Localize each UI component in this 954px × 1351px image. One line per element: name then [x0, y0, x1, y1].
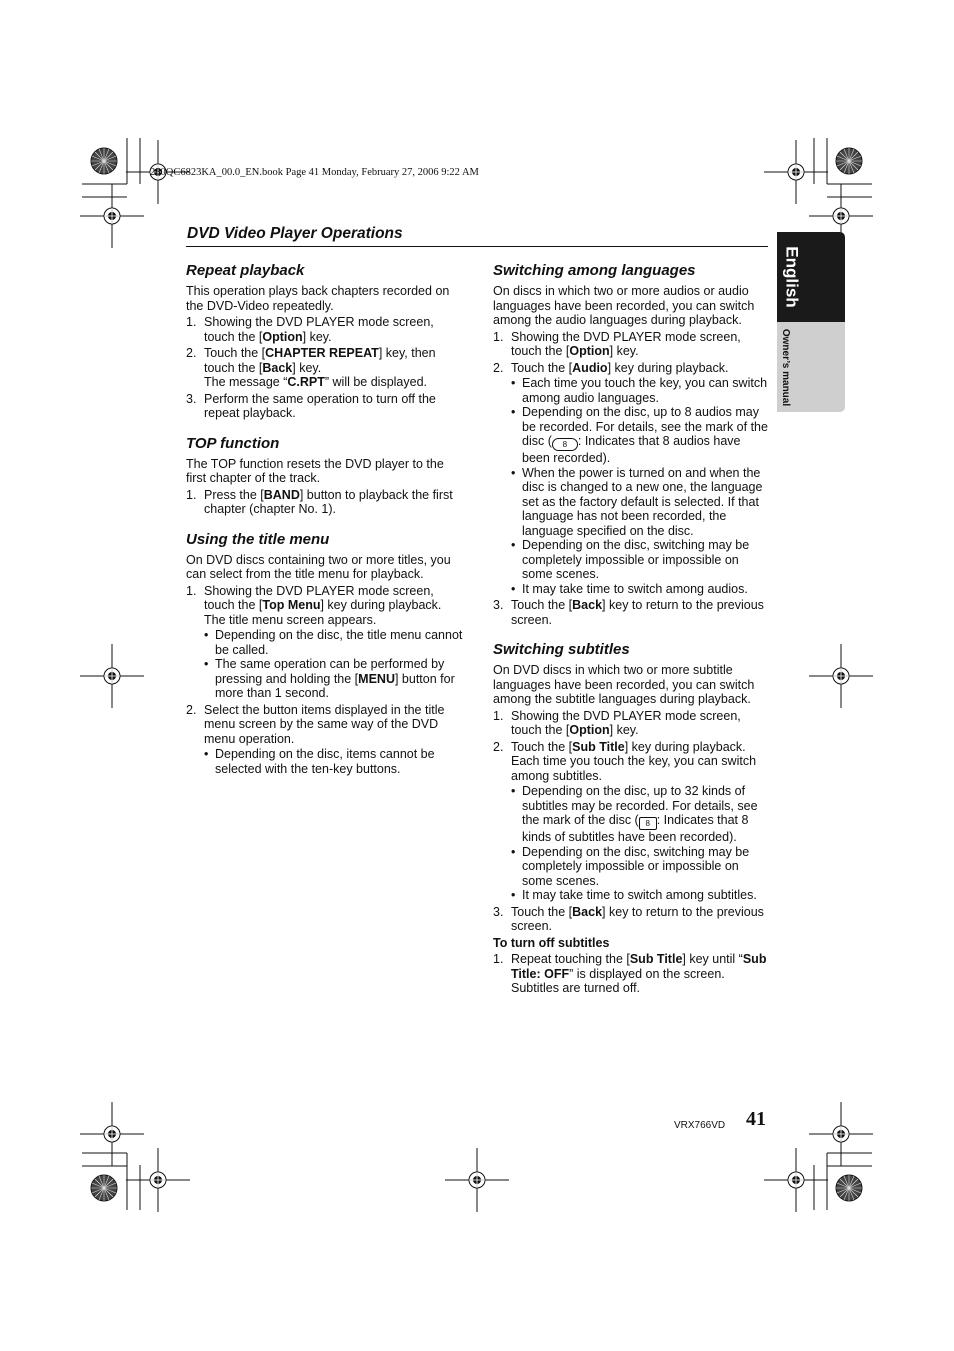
title-menu-intro: On DVD discs containing two or more titles, you can select from the title menu for playback.: [186, 552, 451, 581]
switching-subtitles-heading: Switching subtitles: [493, 641, 630, 658]
audio-key: Audio: [572, 360, 608, 375]
list-item: • Depending on the disc, the title menu cannot be called.: [204, 628, 463, 657]
list-item: 1. Showing the DVD PLAYER mode screen, touch the [Top Menu] key during playback. The title menu screen appears. • Depending on the disc, the title menu cannot be called. • The same operation can be performed by pressing and holding the [MENU] button for more than 1 second.: [186, 583, 463, 700]
list-item: 2. Touch the [CHAPTER REPEAT] key, then touch the [Back] key. The message “C.RPT” will be displayed.: [186, 346, 436, 389]
top-function-intro: The TOP function resets the DVD player to the first chapter of the track.: [186, 456, 444, 485]
list-item: 1. Showing the DVD PLAYER mode screen, touch the [Option] key.: [493, 708, 741, 737]
back-key: Back: [262, 360, 293, 375]
audio-disc-mark-icon: 8: [552, 438, 578, 451]
list-item: 1. Showing the DVD PLAYER mode screen, touch the [Option] key.: [493, 329, 741, 358]
side-tab-language-label: English: [783, 246, 802, 308]
side-tab-manual: [777, 322, 795, 412]
top-function-section: [186, 435, 464, 517]
menu-key: MENU: [358, 671, 395, 686]
list-item: 3. Touch the [Back] key to return to the previous screen.: [493, 598, 764, 627]
chapter-repeat-key: CHAPTER REPEAT: [265, 346, 379, 360]
side-tab-language: [777, 232, 807, 322]
list-item: 3. Perform the same operation to turn off the repeat playback.: [186, 391, 436, 420]
list-item: • Depending on the disc, up to 32 kinds of subtitles may be recorded. For details, see the mark of the disc ( 8 : Indicates that 8 kinds of subtitles have been recorded).: [511, 784, 758, 844]
top-function-steps: [186, 488, 464, 517]
top-menu-key: Top Menu: [262, 598, 321, 612]
list-item: 3. Touch the [Back] key to return to the previous screen.: [493, 904, 764, 933]
book-file-info: 280QC6823KA_00.0_EN.book Page 41 Monday, February 27, 2006 9:22 AM: [150, 167, 479, 178]
title-menu-heading: Using the title menu: [186, 530, 330, 548]
list-item: • It may take time to switch among subtitles.: [511, 888, 757, 902]
list-item: • Depending on the disc, switching may be completely impossible or impossible on some scenes.: [511, 844, 750, 888]
title-menu-section: [186, 531, 464, 777]
repeat-playback-section: [186, 262, 464, 421]
back-key: Back: [572, 598, 603, 612]
list-item: • The same operation can be performed by pressing and holding the [MENU] button for more than 1 second.: [204, 657, 455, 700]
list-item: 1. Repeat touching the [Sub Title] key until “Sub Title: OFF” is displayed on the screen. Subtitles are turned off.: [493, 952, 767, 995]
sub-title-off-message: Sub Title: OFF: [511, 952, 767, 981]
crpt-message: C.RPT: [287, 375, 325, 389]
option-key: Option: [569, 723, 610, 737]
band-key: BAND: [263, 487, 300, 502]
section-rule: [186, 246, 768, 247]
title-menu-steps: [186, 584, 464, 777]
switching-subtitles-intro: On DVD discs in which two or more subtitle languages have been recorded, you can switch among the subtitle languages during playback.: [493, 663, 755, 706]
list-item: 1. Showing the DVD PLAYER mode screen, touch the [Option] key.: [186, 315, 434, 344]
switching-languages-intro: On discs in which two or more audios or audio languages have been recorded, you can switch among the audio languages during playback.: [493, 284, 755, 327]
left-column: [186, 262, 464, 790]
list-item: • It may take time to switch among audios.: [511, 581, 748, 596]
model-number: VRX766VD: [674, 1120, 726, 1131]
list-item: • Depending on the disc, switching may be completely impossible or impossible on some scenes.: [511, 538, 750, 581]
back-key: Back: [572, 904, 603, 919]
option-key: Option: [262, 329, 303, 344]
switching-subtitles-section: [493, 641, 769, 996]
list-item: 2. Touch the [Audio] key during playback. • Each time you touch the key, you can switch among audio languages. • Depending on the disc, up to 8 audios may be recorded. For details, see the mark of the disc ( 8 : Indicates that 8 audios have been recorded). • When the power is turned on and when the disc is changed to a new one, the language set as the factory default is selected. If that language has not been recorded, the language specified on the disc. • Depending on the disc, switching may be completely impossible or impossible on some scenes. • It may take time to switch among audios.: [493, 360, 768, 596]
page-number: 41: [746, 1108, 766, 1130]
list-item: 1. Press the [BAND] button to playback the first chapter (chapter No. 1).: [186, 487, 453, 516]
option-key: Option: [569, 344, 610, 358]
list-item: 2. Select the button items displayed in the title menu screen by the same way of the DVD menu operation. • Depending on the disc, items cannot be selected with the ten-key buttons.: [186, 703, 464, 777]
switching-languages-section: [493, 262, 769, 627]
repeat-playback-intro: This operation plays back chapters recorded on the DVD-Video repeatedly.: [186, 284, 450, 313]
list-item: • Each time you touch the key, you can switch among audio languages.: [511, 376, 768, 405]
list-item: • Depending on the disc, items cannot be selected with the ten-key buttons.: [204, 747, 435, 776]
section-title: DVD Video Player Operations: [187, 225, 403, 242]
repeat-playback-steps: [186, 315, 464, 421]
right-column: [493, 262, 769, 1010]
repeat-playback-heading: Repeat playback: [186, 262, 305, 279]
switching-languages-heading: Switching among languages: [493, 262, 696, 279]
turn-off-subtitles-heading: To turn off subtitles: [493, 935, 610, 950]
sub-title-key: Sub Title: [572, 739, 625, 754]
top-function-heading: TOP function: [186, 434, 280, 452]
list-item: • Depending on the disc, up to 8 audios may be recorded. For details, see the mark of the disc ( 8 : Indicates that 8 audios have been recorded).: [511, 405, 768, 465]
sub-title-key: Sub Title: [629, 952, 683, 966]
side-tab-manual-label: Owner’s manual: [780, 328, 792, 406]
subtitle-disc-mark-icon: 8: [639, 817, 657, 830]
list-item: 2. Touch the [Sub Title] key during playback. Each time you touch the key, you can switch among subtitles. • Depending on the disc, up to 32 kinds of subtitles may be recorded. For details, see the mark of the disc ( 8 : Indicates that 8 kinds of subtitles have been recorded). • Depending on the disc, switching may be completely impossible or impossible on some scenes. • It may take time to switch among subtitles.: [493, 740, 769, 903]
list-item: • When the power is turned on and when the disc is changed to a new one, the language set as the factory default is selected. If that language has not been recorded, the language specified on the disc.: [511, 465, 763, 538]
